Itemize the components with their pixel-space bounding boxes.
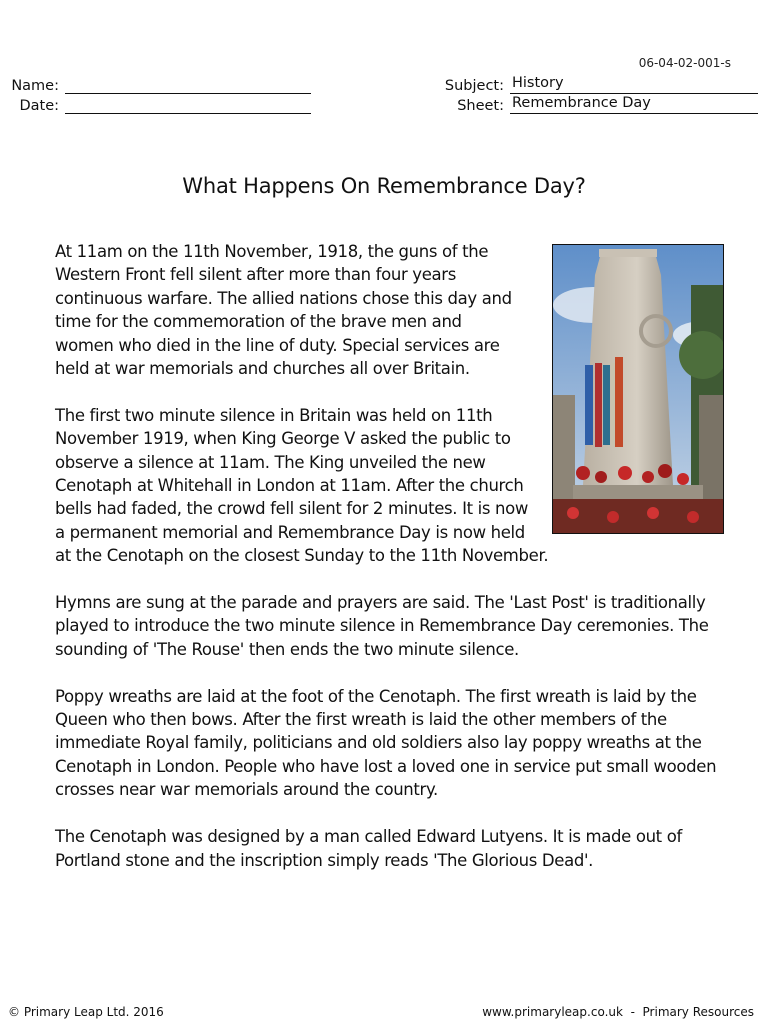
sheet-field <box>510 96 758 114</box>
footer-website[interactable]: www.primaryleap.co.uk - Primary Resources <box>482 1005 754 1019</box>
paragraph-4: Poppy wreaths are laid at the foot of the Cenotaph. The first wreath is laid by the Queen who then bows. After the first wreath is laid the other members of the immediate Royal family, politicians and old soldiers also lay poppy wreaths at the Cenotaph in London. People who have lost a loved one in service put small wooden crosses near war memorials around the country. <box>55 686 717 800</box>
article-body <box>55 240 730 895</box>
date-field[interactable] <box>65 96 311 114</box>
sheet-value: Remembrance Day <box>512 95 651 111</box>
footer-copyright: © Primary Leap Ltd. 2016 <box>8 1005 164 1019</box>
paragraph-1: At 11am on the 11th November, 1918, the guns of the Western Front fell silent after more than four years continuous warfare. The allied nations chose this day and time for the commemoration of the brave men and women who died in the line of duty. Special services are held at war memorials and churches all over Britain. <box>55 242 512 379</box>
sheet-label: Sheet: <box>457 98 504 114</box>
name-field[interactable] <box>65 76 311 94</box>
date-label: Date: <box>19 98 59 114</box>
name-row <box>11 76 311 94</box>
sheet-code: 06-04-02-001-s <box>638 56 731 70</box>
subject-field <box>510 76 758 94</box>
page-title: What Happens On Remembrance Day? <box>182 174 586 198</box>
subject-row <box>440 76 758 94</box>
subject-value: History <box>512 75 564 91</box>
subject-label: Subject: <box>444 78 504 94</box>
photo-spacer <box>540 404 730 528</box>
name-label: Name: <box>11 78 59 94</box>
sheet-row <box>440 96 758 114</box>
paragraph-3: Hymns are sung at the parade and prayers are said. The 'Last Post' is traditionally played to introduce the two minute silence in Remembrance Day ceremonies. The sounding of 'The Rouse' then ends the two minute silence. <box>55 593 709 659</box>
paragraph-5: The Cenotaph was designed by a man called Edward Lutyens. It is made out of Portland stone and the inscription simply reads 'The Glorious Dead'. <box>55 827 682 870</box>
date-row <box>11 96 311 114</box>
paragraph-2: The first two minute silence in Britain was held on 11th November 1919, when King George V asked the public to observe a silence at 11am. The King unveiled the new Cenotaph at Whitehall in London at 11am. After the church bells had faded, the crowd fell silent for 2 minutes. It is now a permanent memorial and Remembrance Day is now held at the Cenotaph on the closest Sunday to the 11th November. <box>55 404 730 568</box>
